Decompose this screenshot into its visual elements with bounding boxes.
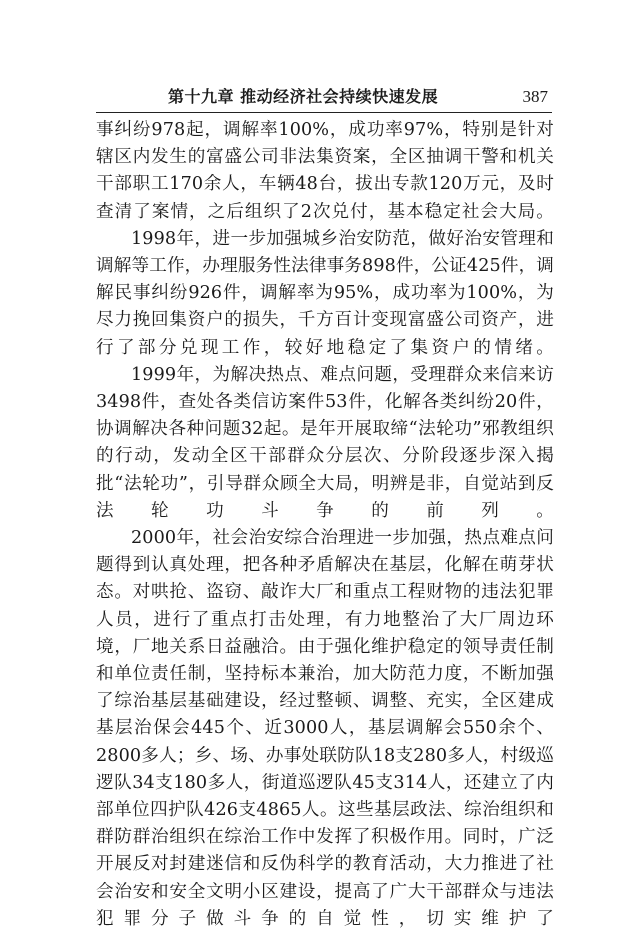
paragraph-4: 2000年，社会治安综合治理进一步加强，热点难点问题得到认真处理，把各种矛盾解决在基层，化解在萌芽状态。对哄抢、盗窃、敲诈大厂和重点工程财物的违法犯罪人员，进行了重点打击处理，有力地整治了大厂周边环境，厂地关系日益融洽。由于强化维护稳定的领导责任制和单位责任制，坚持标本兼治，加大防范力度，不断加强了综治基层基础建设，经过整顿、调整、充实，全区建成基层治保会445个、近3000人，基层调解会550余个、2800多人；乡、场、办事处联防队18支280多人，村级巡逻队34支180多人，街道巡逻队45支314人，还建立了内部单位四护队426支4865人。这些基层政法、综治组织和群防群治组织在综治工作中发挥了积极作用。同时，广泛开展反对封建迷信和反伪科学的教育活动，大力推进了社会治安和安全文明小区建设，提高了广大干部群众与违法犯罪分子做斗争的自觉性，切实维护了: [96, 528, 554, 929]
page-number: 387: [522, 87, 548, 106]
chapter-title: 第十九章 推动经济社会持续快速发展: [168, 87, 439, 106]
paragraph-1: 事纠纷978起，调解率100%，成功率97%，特别是针对辖区内发生的富盛公司非法集资案，全区抽调干警和机关干部职工170余人，车辆48台，拔出专款120万元，及时查清了案情，之后组织了2次兑付，基本稳定社会大局。: [96, 120, 554, 222]
paragraph-2: 1998年，进一步加强城乡治安防范，做好治安管理和调解等工作，办理服务性法律事务898件，公证425件，调解民事纠纷926件，调解率为95%，成功率为100%，为尽力挽回集资户的损失，千方百计变现富盛公司资产，进行了部分兑现工作，较好地稳定了集资户的情绪。: [96, 228, 554, 358]
running-header: [96, 86, 552, 113]
paragraph-3: 1999年，为解决热点、难点问题，受理群众来信来访3498件，查处各类信访案件53件，化解各类纠纷20件，协调解决各种问题32起。是年开展取缔“法轮功”邪教组织的行动，发动全区干部群众分层次、分阶段逐步深入揭批“法轮功”，引导群众顾全大局，明辨是非，自觉站到反法轮功斗争的前列。: [96, 364, 554, 521]
body-text: [96, 117, 554, 933]
